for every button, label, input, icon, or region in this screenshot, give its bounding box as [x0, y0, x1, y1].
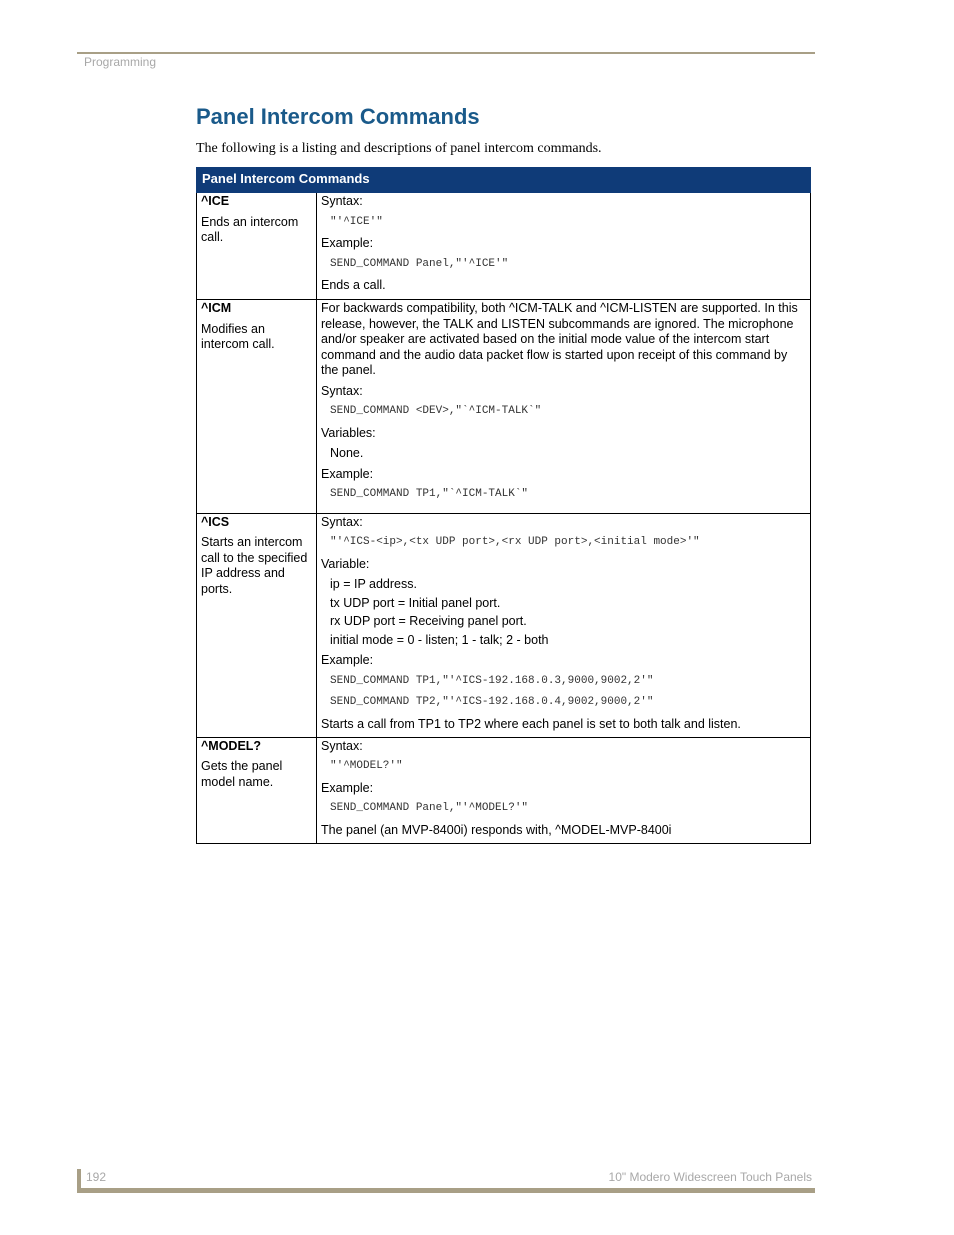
details-cell: [317, 513, 811, 737]
command-name: ^ICM: [201, 301, 232, 315]
command-cell: [197, 193, 317, 300]
example-label: Example:: [321, 653, 374, 667]
note-text: Ends a call.: [321, 278, 386, 292]
table-row: [197, 737, 811, 843]
intro-text: The following is a listing and descriptions of panel intercom commands.: [196, 141, 602, 156]
example-code: SEND_COMMAND TP2,"'^ICS-192.168.0.4,9002,9000,2'": [330, 696, 654, 708]
variable-label: Variable:: [321, 556, 370, 571]
page-number: 192: [86, 1170, 107, 1184]
variable-item: tx UDP port = Initial panel port.: [330, 595, 501, 610]
command-description: Ends an intercom call.: [201, 214, 299, 244]
note-text: The panel (an MVP-8400i) responds with, ^MODEL-MVP-8400i: [321, 822, 672, 837]
example-code: SEND_COMMAND Panel,"'^MODEL?'": [330, 802, 529, 814]
syntax-code: "'^MODEL?'": [330, 760, 403, 772]
details-cell: [317, 737, 811, 843]
commands-table: [196, 167, 811, 844]
syntax-code: "'^ICE'": [330, 215, 383, 228]
page-title: Panel Intercom Commands: [196, 104, 480, 129]
example-code: SEND_COMMAND TP1,"'^ICS-192.168.0.3,9000,9002,2'": [330, 674, 654, 687]
variable-item: rx UDP port = Receiving panel port.: [330, 614, 527, 628]
note-text: Starts a call from TP1 to TP2 where each panel is set to both talk and listen.: [321, 716, 741, 731]
section-label: Programming: [84, 55, 157, 69]
syntax-label: Syntax:: [321, 738, 363, 753]
syntax-code: "'^ICS-<ip>,<tx UDP port>,<rx UDP port>,<initial mode>'": [330, 536, 700, 548]
header-rule: [77, 52, 815, 54]
table-header-row: [197, 168, 811, 193]
command-name: ^MODEL?: [201, 738, 262, 753]
example-code: SEND_COMMAND Panel,"'^ICE'": [330, 257, 509, 270]
command-name: ^ICE: [201, 194, 230, 208]
example-label: Example:: [321, 236, 374, 250]
command-description: Starts an intercom call to the specified IP address and ports.: [201, 535, 308, 596]
command-description: Modifies an intercom call.: [201, 321, 275, 351]
table-header: Panel Intercom Commands: [197, 168, 811, 193]
syntax-label: Syntax:: [321, 194, 363, 208]
syntax-label: Syntax:: [321, 514, 363, 529]
table-row: [197, 513, 811, 737]
command-cell: [197, 737, 317, 843]
example-code: SEND_COMMAND TP1,"`^ICM-TALK`": [330, 488, 529, 500]
variables-value: None.: [330, 446, 364, 460]
details-cell: [317, 193, 811, 300]
example-label: Example:: [321, 466, 374, 481]
document-title: 10" Modero Widescreen Touch Panels: [608, 1170, 812, 1184]
table-row: [197, 193, 811, 300]
command-description: Gets the panel model name.: [201, 759, 283, 789]
table-row: [197, 300, 811, 514]
command-name: ^ICS: [201, 514, 230, 529]
syntax-code: SEND_COMMAND <DEV>,"`^ICM-TALK`": [330, 405, 542, 417]
variable-item: ip = IP address.: [330, 577, 417, 591]
command-cell: [197, 513, 317, 737]
variables-label: Variables:: [321, 425, 376, 440]
command-cell: [197, 300, 317, 514]
syntax-label: Syntax:: [321, 383, 363, 398]
footer-rule: [77, 1188, 815, 1193]
compatibility-note: For backwards compatibility, both ^ICM-TALK and ^ICM-LISTEN are supported. In this release, however, the TALK and LISTEN subcommands are ignored. The microphone and/or speaker are activated based on the initial mode value of the intercom start command and the audio data packet flow is started upon receipt of this command by the panel.: [321, 301, 798, 377]
variable-item: initial mode = 0 - listen; 1 - talk; 2 - both: [330, 632, 549, 647]
details-cell: [317, 300, 811, 514]
example-label: Example:: [321, 780, 374, 795]
